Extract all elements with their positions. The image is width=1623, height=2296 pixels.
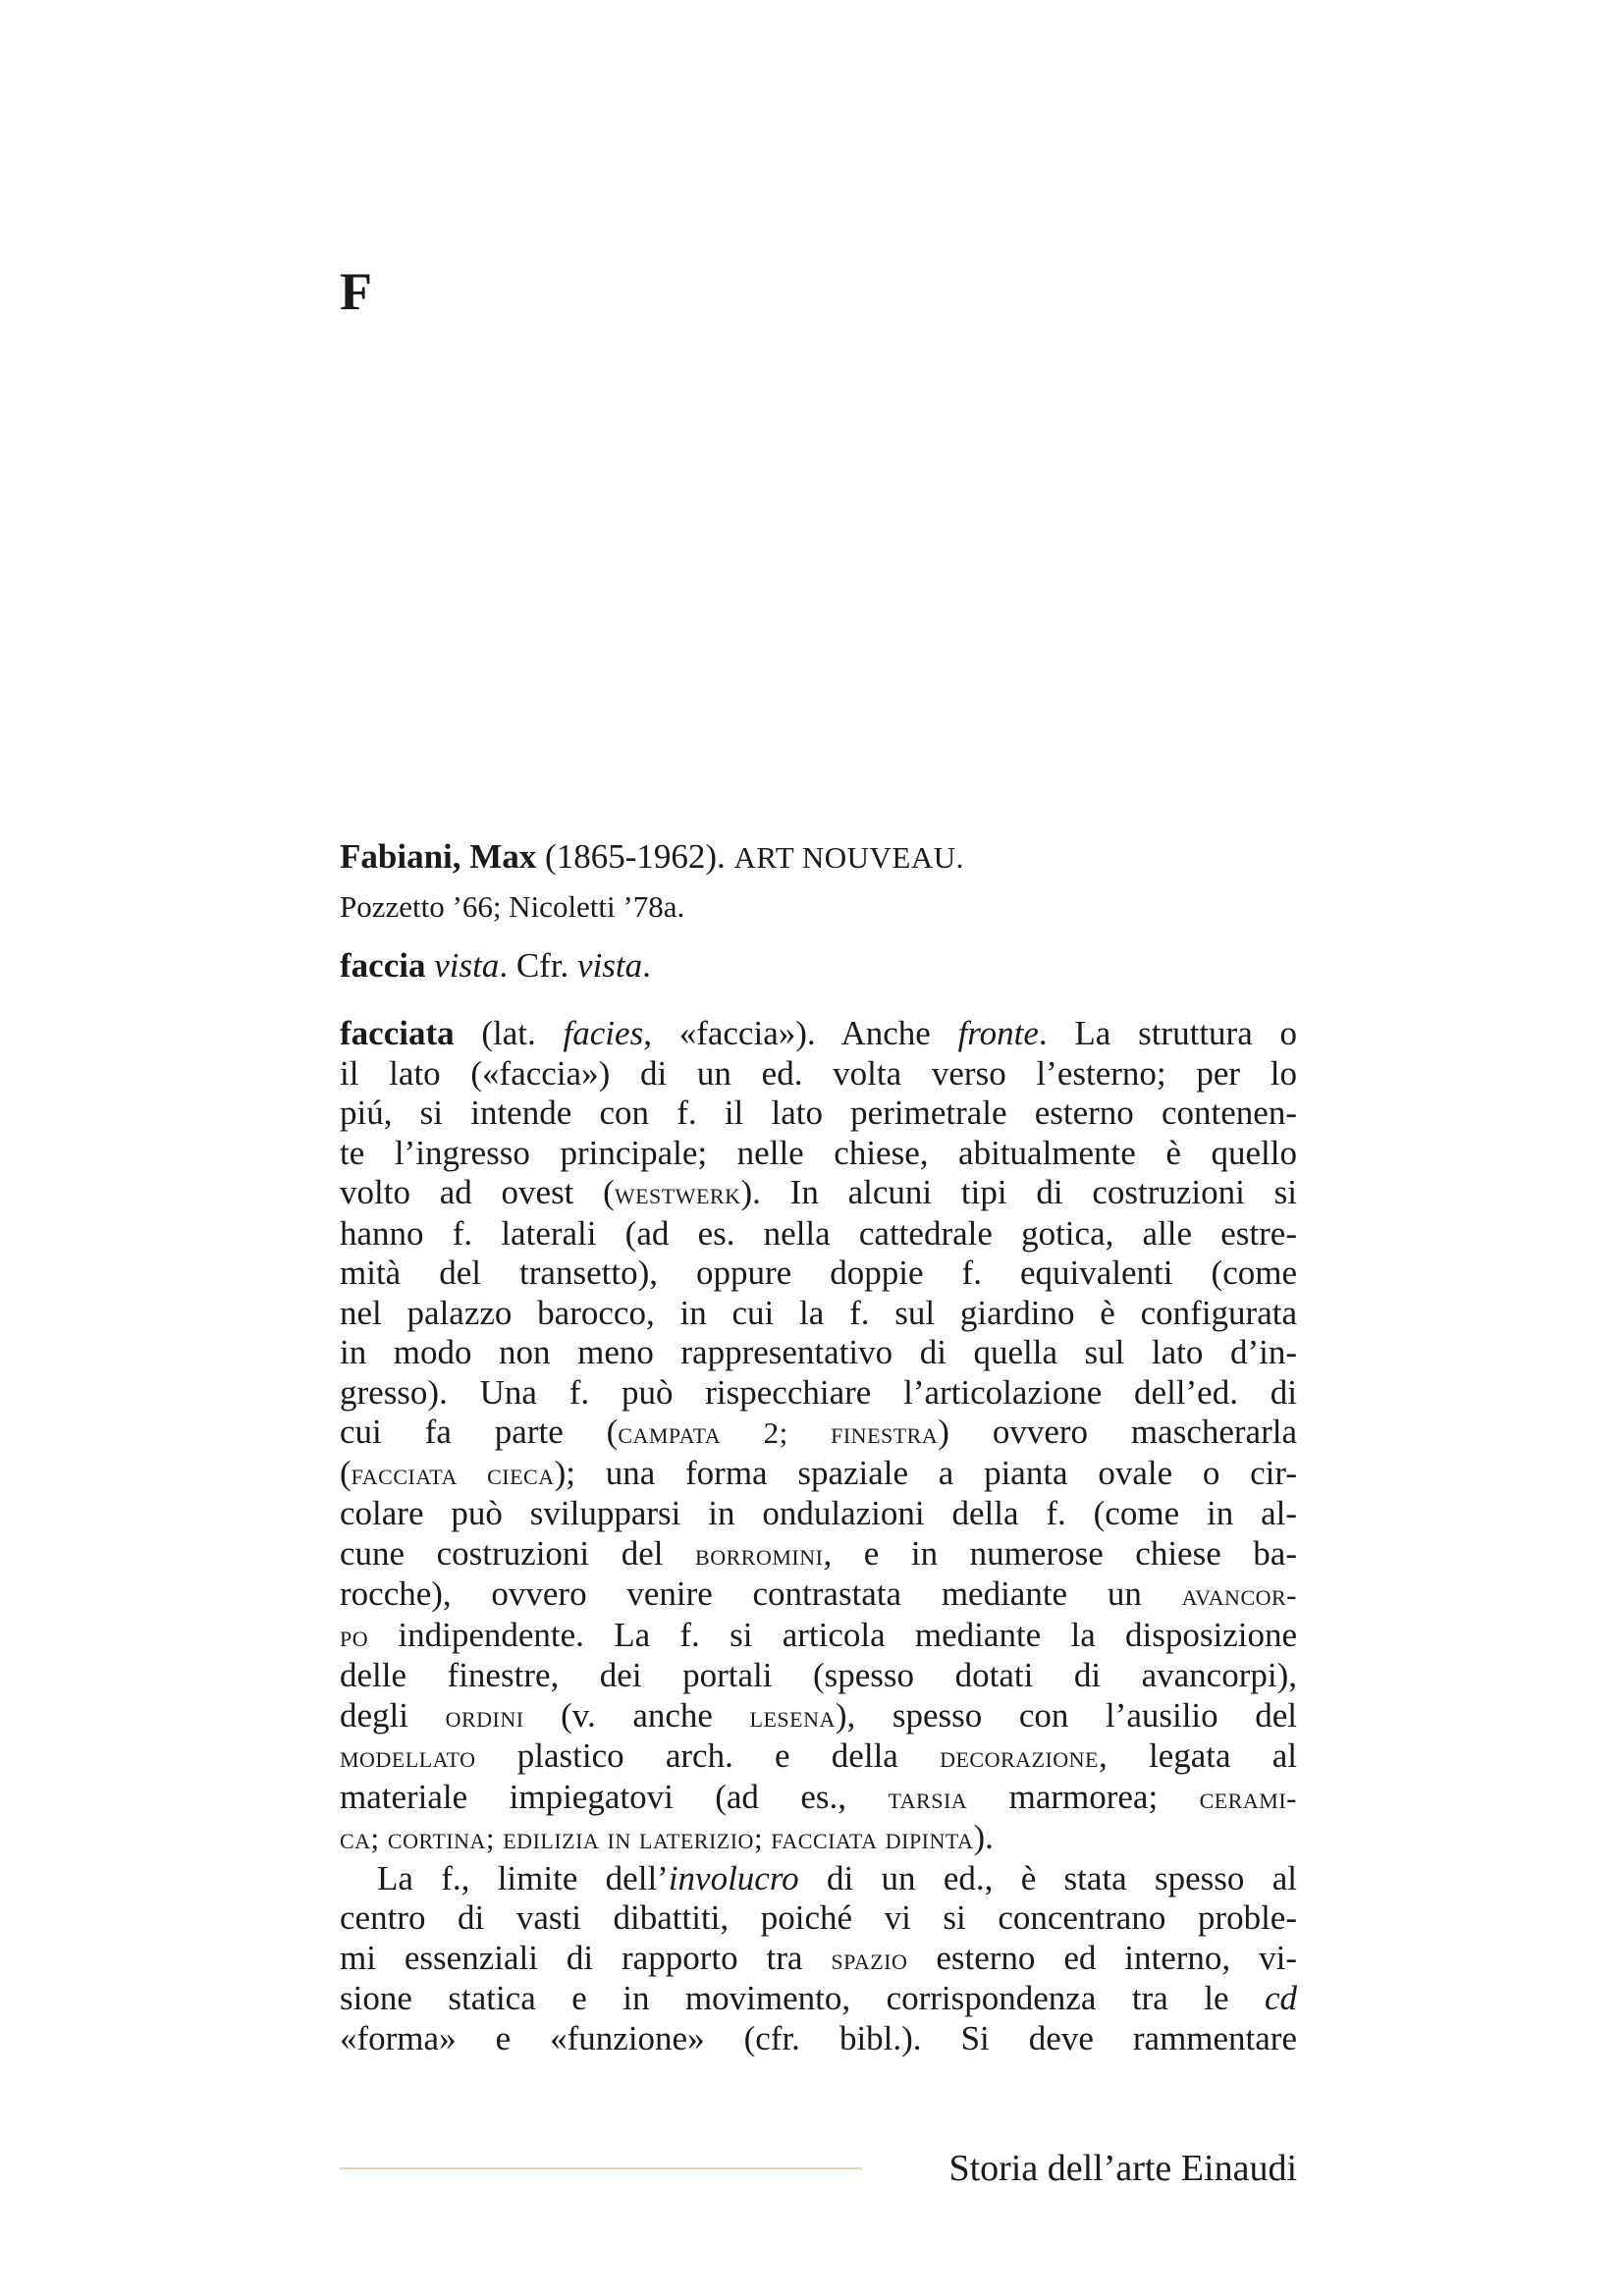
headword-faccia: faccia [340,946,426,985]
cross-ref: modellato [340,1739,476,1774]
text-line: materiale impiegatovi (ad es., tarsia marmorea; cerami- [340,1777,1297,1816]
entry-facciata [340,1014,1297,2058]
footer-publisher-text: Storia dell’arte Einaudi [948,2148,1297,2189]
text-line: delle finestre, dei portali (spesso dotati di avancorpi), [340,1656,1297,1694]
text-line: degli ordini (v. anche lesena), spesso con l’ausilio del [340,1695,1297,1735]
text-line: sione statica e in movimento, corrispondenza tra le cd [340,1979,1297,2017]
text-line: piú, si intende con f. il lato perimetrale esterno contenen- [340,1094,1297,1132]
text-line: volto ad ovest (westwerk). In alcuni tipi di costruzioni si [340,1173,1297,1211]
cross-ref: facciata cieca [351,1456,555,1491]
cross-ref: westwerk [614,1176,741,1210]
headword-fabiani: Fabiani, Max [340,837,537,876]
text-line: po indipendente. La f. si articola mediante la disposizione [340,1615,1297,1654]
text-line: «forma» e «funzione» (cfr. bibl.). Si deve rammentare [340,2018,1297,2057]
text-line: (facciata cieca); una forma spaziale a pianta ovale o cir- [340,1453,1297,1492]
section-letter: F [340,262,372,321]
cross-ref-art-nouveau: ART NOUVEAU. [733,840,964,875]
cross-ref: ca; cortina; edilizia in laterizio; facciata dipinta [340,1821,974,1855]
text-line: hanno f. laterali (ad es. nella cattedrale gotica, alle estre- [340,1213,1297,1253]
headword-facciata: facciata [340,1014,455,1052]
text-line: mità del transetto), oppure doppie f. equivalenti (come [340,1254,1297,1292]
text-line: nel palazzo barocco, in cui la f. sul giardino è configurata [340,1293,1297,1332]
cross-ref: avancor- [1181,1577,1297,1612]
text-line: ca; cortina; edilizia in laterizio; facciata dipinta). [340,1818,994,1856]
text-line: in modo non meno rappresentativo di quella sul lato d’in- [340,1333,1297,1371]
faccia-cfr-term: vista [577,946,643,985]
cross-ref: decorazione [940,1739,1099,1774]
text-line: mi essenziali di rapporto tra spazio esterno ed interno, vi- [340,1938,1297,1977]
text-line: centro di vasti dibattiti, poiché vi si concentrano proble- [340,1898,1297,1937]
cross-ref: lesena [749,1698,836,1734]
cross-ref: campata 2; finestra [618,1415,939,1450]
entry-faccia: faccia vista. Cfr. vista. [340,946,651,985]
text-line: il lato («faccia») di un ed. volta verso l’esterno; per lo [340,1053,1297,1093]
cross-ref: tarsia [888,1780,968,1815]
faccia-term: vista [434,946,500,985]
fabiani-bibliography: Pozzetto ’66; Nicoletti ’78a. [340,889,685,924]
text-line: gresso). Una f. può rispecchiare l’articolazione dell’ed. di [340,1372,1297,1412]
cross-ref: po [340,1618,369,1653]
cross-ref: spazio [831,1941,908,1976]
text-line: facciata (lat. facies, «faccia»). Anche fronte. La struttura o [340,1014,1297,1052]
entry-fabiani [340,834,1297,881]
fabiani-dates: (1865-1962). [536,837,734,876]
text-line: La f., limite dell’involucro di un ed., è stata spesso al [377,1858,1297,1897]
text-line: cui fa parte (campata 2; finestra) ovvero mascherarla [340,1413,1297,1451]
text-line: rocche), ovvero venire contrastata mediante un avancor- [340,1575,1297,1613]
cross-ref: cerami- [1199,1780,1297,1815]
cross-ref: borromini [695,1536,824,1572]
page-footer [340,2144,1297,2193]
cross-ref: ordini [445,1698,524,1734]
dictionary-entries [340,834,1297,2058]
footer-rule [340,2167,862,2169]
text-line: cune costruzioni del borromini, e in numerose chiese ba- [340,1533,1297,1573]
text-line: te l’ingresso principale; nelle chiese, abitualmente è quello [340,1133,1297,1172]
text-line: colare può svilupparsi in ondulazioni della f. (come in al- [340,1494,1297,1532]
text-line: modellato plastico arch. e della decorazione, legata al [340,1736,1298,1775]
